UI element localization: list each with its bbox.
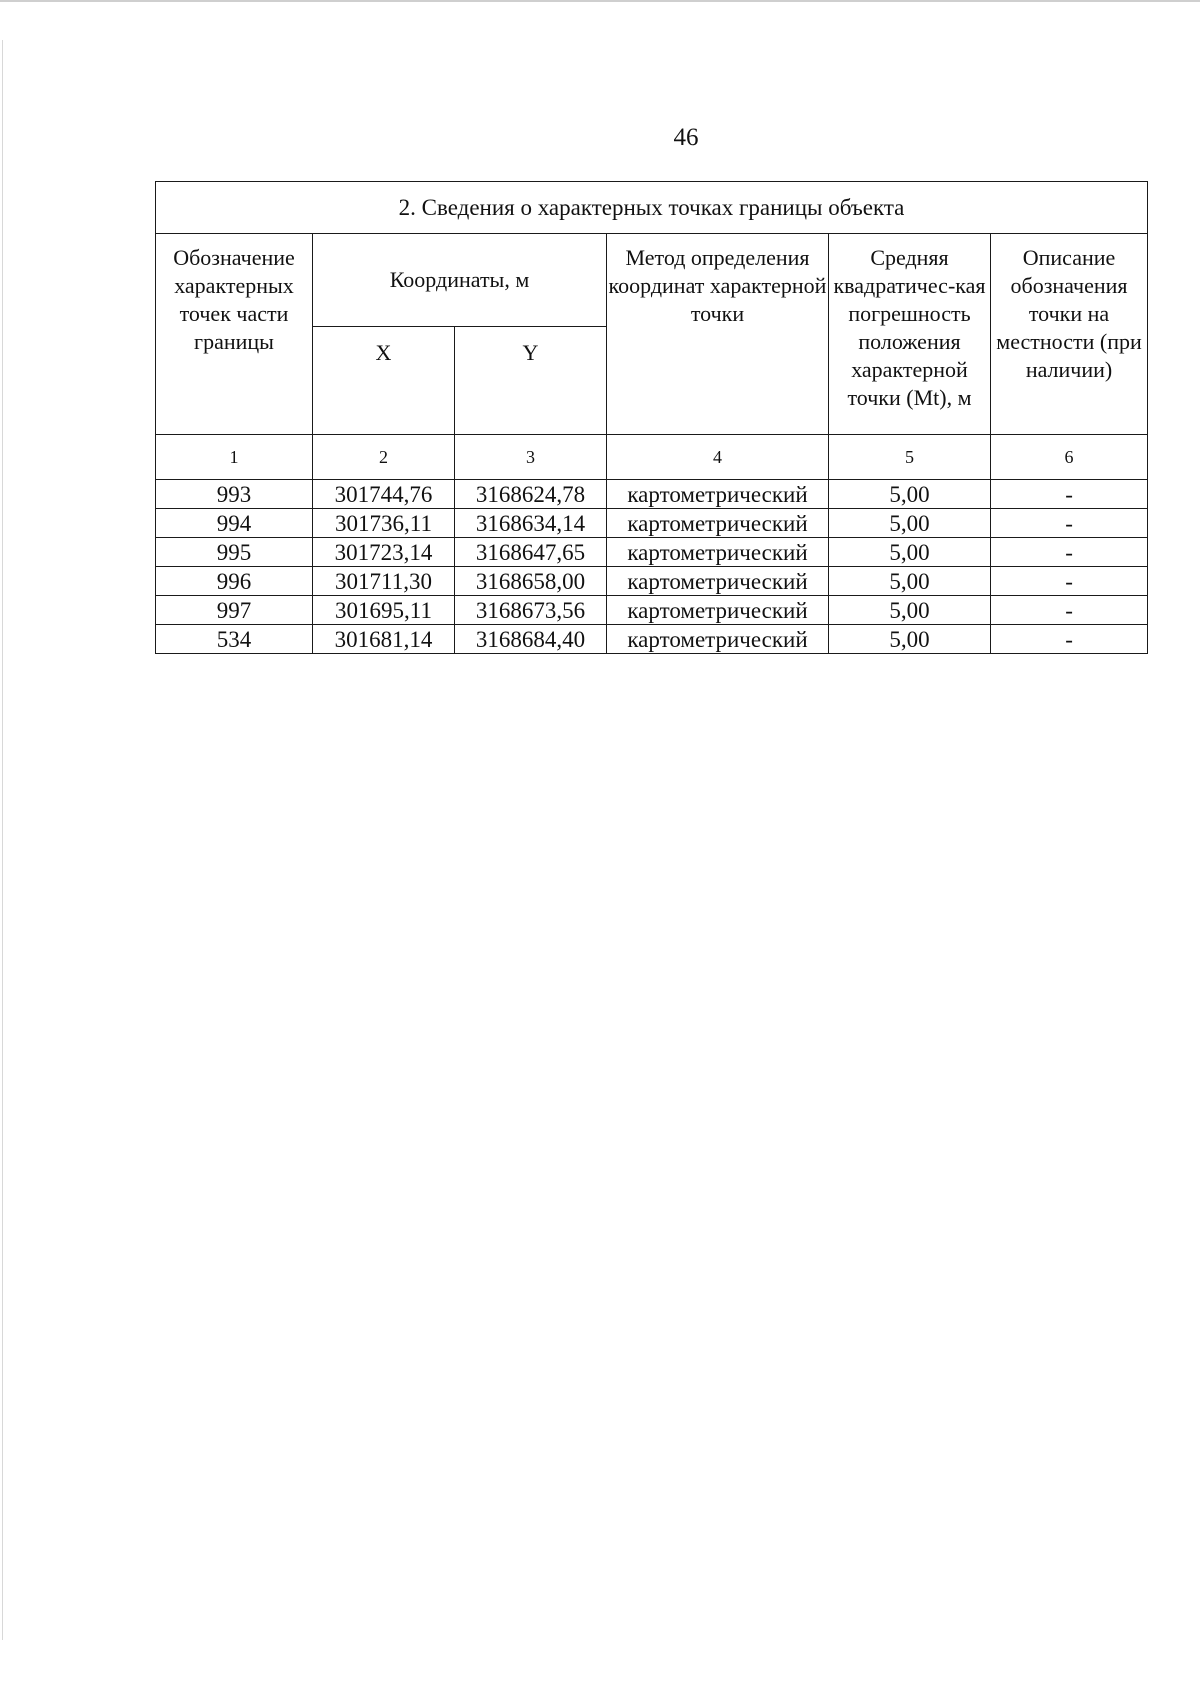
column-number: 3 [455, 435, 607, 480]
x-cell: 301744,76 [313, 480, 455, 509]
description-cell: - [991, 596, 1148, 625]
method-cell: картометрический [607, 480, 829, 509]
header-method: Метод определения координат характерной точки [607, 234, 829, 435]
boundary-points-table [155, 181, 1148, 654]
x-cell: 301711,30 [313, 567, 455, 596]
x-cell: 301695,11 [313, 596, 455, 625]
point-cell: 534 [156, 625, 313, 654]
error-cell: 5,00 [829, 538, 991, 567]
table-row [156, 480, 1148, 509]
column-number: 5 [829, 435, 991, 480]
y-cell: 3168658,00 [455, 567, 607, 596]
boundary-points-table-container [155, 181, 1147, 654]
column-number: 6 [991, 435, 1148, 480]
y-cell: 3168647,65 [455, 538, 607, 567]
y-cell: 3168684,40 [455, 625, 607, 654]
table-row [156, 567, 1148, 596]
table-row [156, 596, 1148, 625]
column-number: 1 [156, 435, 313, 480]
header-description: Описание обозначения точки на местности (при наличии) [991, 234, 1148, 435]
column-number: 2 [313, 435, 455, 480]
method-cell: картометрический [607, 625, 829, 654]
y-cell: 3168673,56 [455, 596, 607, 625]
description-cell: - [991, 509, 1148, 538]
method-cell: картометрический [607, 567, 829, 596]
point-cell: 993 [156, 480, 313, 509]
error-cell: 5,00 [829, 596, 991, 625]
description-cell: - [991, 567, 1148, 596]
header-x: X [313, 327, 455, 435]
point-cell: 995 [156, 538, 313, 567]
page-number: 46 [673, 124, 699, 151]
y-cell: 3168634,14 [455, 509, 607, 538]
error-cell: 5,00 [829, 567, 991, 596]
table-row [156, 509, 1148, 538]
point-cell: 996 [156, 567, 313, 596]
y-cell: 3168624,78 [455, 480, 607, 509]
header-point-designation: Обозначение характерных точек части границы [156, 234, 313, 435]
column-number: 4 [607, 435, 829, 480]
section-title: 2. Сведения о характерных точках границы объекта [156, 182, 1148, 234]
description-cell: - [991, 625, 1148, 654]
point-cell: 997 [156, 596, 313, 625]
method-cell: картометрический [607, 538, 829, 567]
method-cell: картометрический [607, 509, 829, 538]
method-cell: картометрический [607, 596, 829, 625]
table-row [156, 625, 1148, 654]
scan-top-edge [0, 0, 1200, 2]
x-cell: 301723,14 [313, 538, 455, 567]
x-cell: 301681,14 [313, 625, 455, 654]
scan-left-edge [2, 40, 3, 1640]
column-numbers-row [156, 435, 1148, 480]
description-cell: - [991, 480, 1148, 509]
header-mean-error: Средняя квадратичес-кая погрешность положения характерной точки (Mt), м [829, 234, 991, 435]
point-cell: 994 [156, 509, 313, 538]
header-coordinates: Координаты, м [313, 234, 607, 327]
table-row [156, 538, 1148, 567]
x-cell: 301736,11 [313, 509, 455, 538]
header-y: Y [455, 327, 607, 435]
description-cell: - [991, 538, 1148, 567]
error-cell: 5,00 [829, 625, 991, 654]
error-cell: 5,00 [829, 480, 991, 509]
error-cell: 5,00 [829, 509, 991, 538]
